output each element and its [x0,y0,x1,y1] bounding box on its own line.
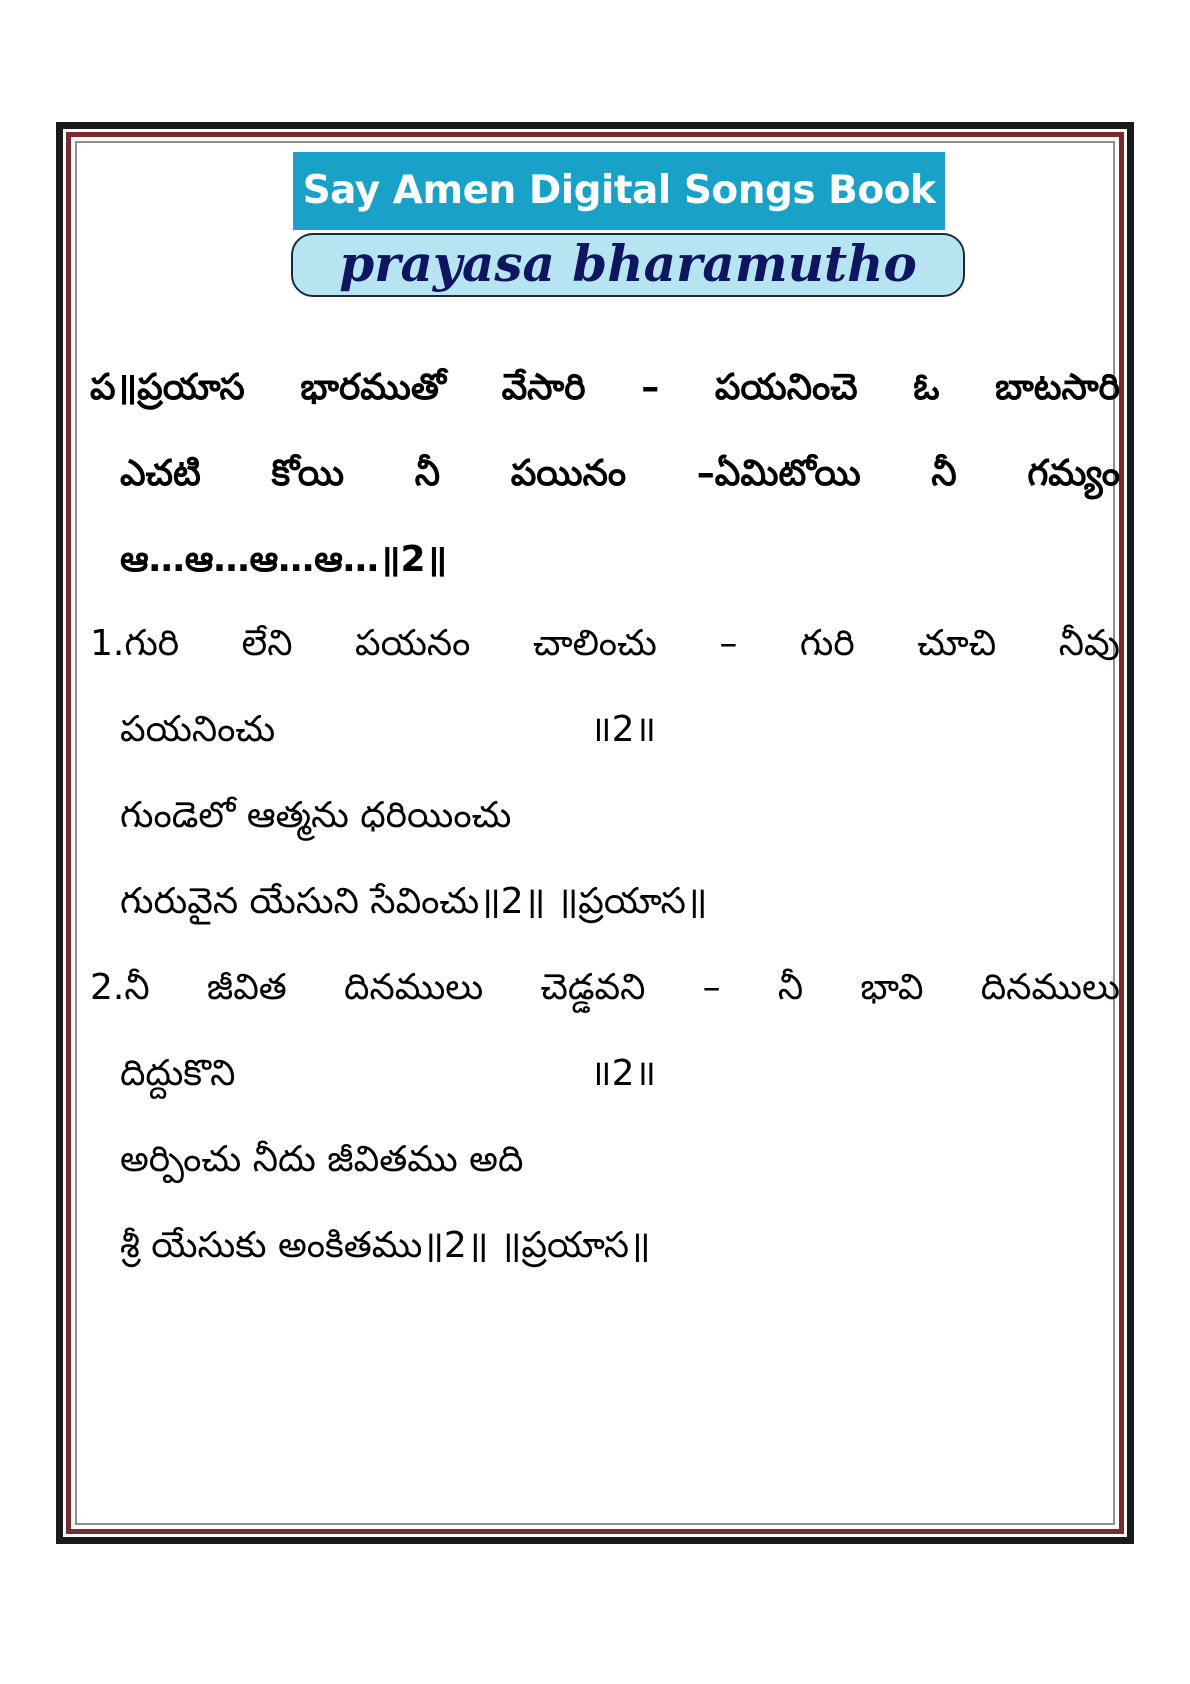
verse1-line-2: పయనించు [120,709,276,750]
verse2-line-3: అర్పించు నీదు జీవితము అది [120,1139,524,1180]
pallavi-line-3: ఆ…ఆ…ఆ…ఆ…॥2॥ [120,539,448,580]
lyric-word: బాటసారి [995,367,1120,408]
lyric-word: ప॥ప్రయాస [90,367,245,408]
verse2-line-1 [90,958,1120,1018]
lyric-word: నీవు [1058,623,1120,664]
lyric-word: లేని [241,623,293,664]
lyric-word: దినములు [344,967,484,1008]
lyric-word: చాలించు [532,623,657,664]
repeat-mark: ॥2॥ [590,709,657,750]
lyric-word: 2.నీ [90,967,150,1008]
lyric-word: ఎచటి [120,453,201,494]
lyric-word: – [702,967,721,1008]
lyric-word: –ఏమిటోయి [696,453,861,494]
lyric-word: పయినం [510,453,627,494]
lyric-word: గమ్యం [1027,453,1120,494]
lyric-word: నీ [777,967,804,1008]
lyric-word: వేసారి [501,367,586,408]
lyric-word: దినములు [980,967,1120,1008]
verse1-line-3: గుండెలో ఆత్మను ధరియించు [120,795,512,836]
verse2-line-2: దిద్దుకొని [120,1053,236,1094]
lyric-word: కోయి [271,453,345,494]
lyric-word: జీవిత [206,967,287,1008]
lyric-word: – [641,367,660,408]
lyric-word: భారముతో [300,367,446,408]
pallavi-line-1 [90,358,1120,418]
verse1-line-1 [90,614,1120,674]
lyric-word: ఓ [913,367,940,408]
lyric-word: భావి [860,967,924,1008]
lyric-word: చూచి [917,623,997,664]
lyric-word: – [719,623,738,664]
book-banner: Say Amen Digital Songs Book [293,152,945,230]
lyric-word: పయనం [355,623,471,664]
lyric-word: పయనించె [714,367,858,408]
lyric-word: నీ [414,453,441,494]
repeat-mark: ॥2॥ [590,1053,657,1094]
lyric-word: నీ [931,453,957,494]
lyric-word: గురి [799,623,855,664]
lyric-word: చెడ్డవని [540,967,646,1008]
verse1-line-4: గురువైన యేసుని సేవించు॥2॥ ॥ప్రయాస॥ [120,881,708,922]
verse2-line-4: శ్రీ యేసుకు అంకితము॥2॥ ॥ప్రయాస॥ [120,1225,651,1266]
pallavi-line-2 [120,444,1120,504]
lyric-word: 1.గురి [90,623,180,664]
song-title: prayasa bharamutho [291,233,965,297]
